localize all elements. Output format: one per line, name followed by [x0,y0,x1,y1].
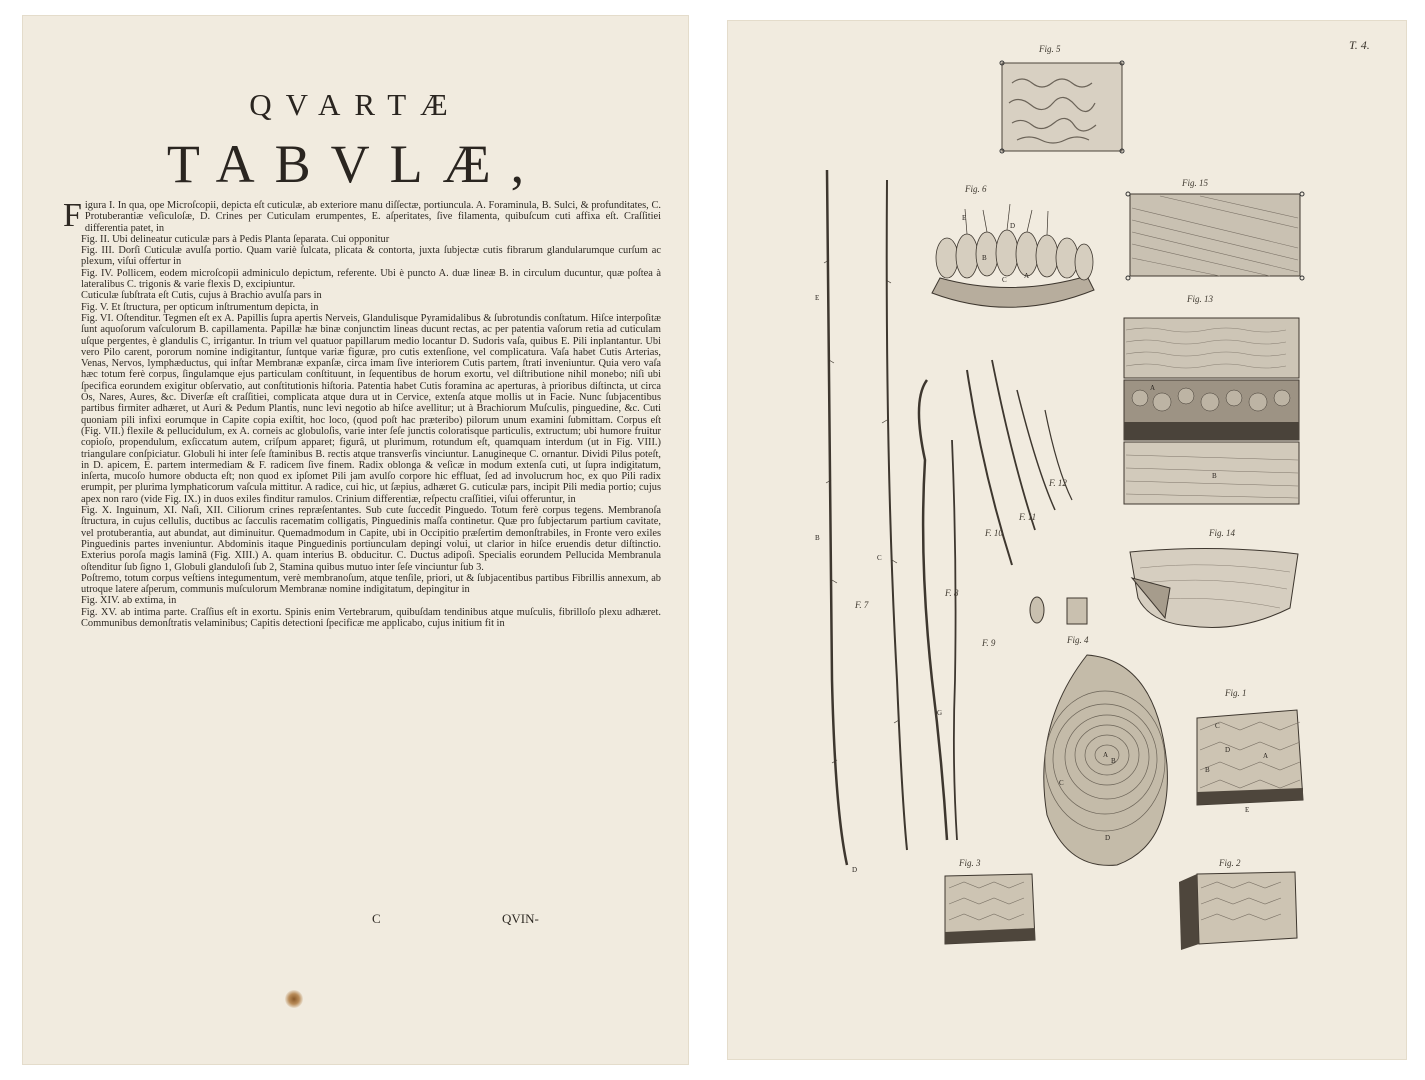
paragraph-fig-5: Fig. V. Et ſtructura, per opticum inſtrumentum depicta, in [81,301,319,313]
fig-1-letter-a: A [1263,752,1269,760]
fig-7-letter-d: D [852,866,858,874]
fig-4-letter-a: A [1103,751,1109,759]
plate-number: T. 4. [1349,38,1370,52]
paragraph-fig-3: Fig. III. Dorſi Cuticulæ avulſa portio. Quam variè ſulcata, plicata & contorta, juxta ſubjectæ cutis fibrarum glandularumque curſum ac plexum, viſui offertur in [81,245,661,268]
fig-1-letter-c: C [1215,722,1220,730]
fig-4-letter-c: C [1059,779,1064,787]
title-line-2: TABVLÆ, [166,134,545,194]
fig-8-letter-c: C [877,554,882,562]
right-plate-page [727,20,1407,1060]
foxing-stain [285,990,303,1008]
signature-mark: C [372,911,381,926]
explanation-body-text [63,197,661,629]
fig-4-label: Fig. 4 [1067,635,1089,645]
fig-13-engraving [1112,310,1312,515]
fig-13-letter-a: A [1150,384,1156,392]
fig-1-letter-d: D [1225,746,1231,754]
short-hairs-engraving [957,350,1107,590]
fig-11-label: F. 11 [1019,512,1037,522]
fig-1-label: Fig. 1 [1225,688,1247,698]
fig-6-letter-a: A [1024,272,1030,280]
fig-13-label: Fig. 13 [1187,294,1213,304]
paragraph-postremo: Poſtremo, totum corpus veſtiens integumentum, verè membranoſum, atque tenſile, priori, ut & ſubjacentibus partibus Fibrillis annexum, ab utroque latere aſperum, communis muſculorum Membranæ nomine indigitatum, depingitur in [81,572,661,596]
fig-14-label: Fig. 14 [1209,528,1235,538]
paragraph-fig-10: Fig. X. Inguinum, XI. Naſi, XII. Ciliorum crines repræſentantes. Sub cute ſuccedit Pinguedo. Totum ferè corpus tegens. Membranoſa ſtructura, in cujus cellulis, ductibus ac ſacculis racematim colligatis, Pinguedinis maſſa continetur. Quæ pro ſubjectarum partium cavitate, vel protuberantia, aut abundat, aut diminuitur. Quemadmodum in Capite, ubi in Occipitio præſertim demonſtrabiles, in Fronte vero exiles Pinguedinis partes inveniuntur. Abdominis itaque Pinguedinis portiunculam depingi volui, ut clarior in hiſce eruendis detur diſtinctio. Exterius poroſa magis laminâ (Fig. XIII.) A. quam interius B. obducitur. C. Ductus adipoſi. Specialis eorundem Pellucida Membranula oſtenditur ſub ſigno 1, Globuli glanduloſi ſub 2, Stamina quibus mutuo inter ſeſe vinciuntur ſub 3. [81,505,661,573]
fig-1-letter-b: B [1205,766,1210,774]
fig-15-label: Fig. 15 [1182,178,1208,188]
paragraph-fig-15: Fig. XV. ab intima parte. Craſſius eſt in exortu. Spinis enim Vertebrarum, quibuſdam tendinibus atque muſculis, fibrilloſo plexu adhæret. Communibus demonſtratis velaminibus; Capitis detectioni ſpecificæ me applicabo, cujus initium fit in [81,606,661,629]
fig-8-label: F. 8 [945,588,959,598]
fig-4-letter-d: D [1105,834,1111,842]
drop-cap: F [63,197,82,234]
fig-2-label: Fig. 2 [1219,858,1241,868]
paragraph-cutis: Cuticulæ ſubſtrata eſt Cutis, cujus à Brachio avulſa pars in [81,290,322,302]
paragraph-fig-2: Fig. II. Ubi delineatur cuticulæ pars à Pedis Planta ſeparata. Cui opponitur [81,233,390,245]
fig-4-letter-b: B [1111,757,1116,765]
fig-13-letter-b: B [1212,472,1217,480]
fig-3-label: Fig. 3 [959,858,981,868]
fig-7-label: F. 7 [855,600,869,610]
paragraph-fig-14: Fig. XIV. ab extima, in [81,595,177,607]
fig-5-engraving [997,58,1129,158]
fig-6-letter-b: B [982,254,987,262]
fig-10-label: F. 10 [985,528,1003,538]
title-line-1: QVARTÆ [249,87,462,122]
fig-12-label: F. 12 [1049,478,1067,488]
fig-4-thumb-engraving [1027,645,1187,875]
fig-1-engraving [1185,700,1315,815]
fig-6-letter-c: C [1002,276,1007,284]
fig-2-engraving [1175,868,1305,958]
paragraph-fig-6: Fig. VI. Oſtenditur. Tegmen eſt ex A. Papillis ſupra apertis Nerveis, Glandulisque Pyramidalibus & ſubrotundis conſtatum. Hiſce interpoſitæ ſunt aquoſorum vaſculorum B. capillamenta. Papillæ hæ binæ conjunctim lineas ducunt rectas, ac per patentia vaſorum retia ad cuticulam uſque pergentes, è glandulis C, irrigantur. In trium vel quatuor papillarum medio locantur D. Sudoris vaſa, quibus E. Pili inplantantur. Ubi vero Pilo carent, pororum nomine indigitantur, ſuntque variæ figuræ, pro cutis extenſione, vel complicatura. Vaſa habet Cutis Arterias, Venas, Nervos, lymphæductus, qui inſtar Membranæ expanſæ, circa imam ſive interiorem Cutis partem, ſtrati inveniuntur. Quia vero vaſa hæc totum ferè corpus, ſingulamque ejus particulam conſtituunt, in ſequentibus de horum exortu, vel diſtributione nihil monebo; niſi ubi ſpecifica eorundem exigitur obſervatio, aut conſtitutionis hiſtoria. Patentia habet Cutis foramina ac aperturas, à prioribus diſtincta, ut circa Os, Nares, Aures, &c. Diverſæ eſt craſſitiei, complicata atque dura ut in Cervice, extenſa atque mollis ut in Facie. Nunc ſubjacentibus partibus firmiter adhæret, ut Auri & Pedum Plantis, nunc levi negotio ab hiſce avellitur; ut à Brachiorum Muſculis, pinguedine, &c. Cuti quoniam pili infixi eorumque in Capite copia exiſtit, hoc loco, (quod poſt hac præteribo) pilorum unum examini ſubmittam. Corpus eſt (Fig. VII.) flexile & pellucidulum, ex A. corneis ac globuloſis, varie inter ſeſe junctis coloratisque particulis, extructum; ubi humore fruitur copioſo, propendulum, exſiccatum autem, criſpum apparet; figurâ, ut plurimum, rotundum eſt, quamquam interdum (ut in Fig. VIII.) triangulare conſpiciatur. Globuli hi inter ſeſe ſtaminibus B. rectis atque transverſis vinciuntur. Lanugineque C. ornantur. Dividi Pilus poteſt, in D. apicem, E. partem intermediam & F. radicem ſive finem. Radix oblonga & veſicæ in modum extenſa cuti, ut ſupra indigitatum, inſerta, mucoſo humore obducta eſt; non quod ex ipſomet Pili jam avulſo corpore hic effluat, ſed ad involucrum hoc, ex quo Pili radix erumpit, per plurima lymphaticorum vaſcula mittitur. A radice, cui hic, ut ſæpius, adhæret G. cuticulæ pars, incipit Pili media portio; cujus apex non raro (vide Fig. IX.) in duos exiles finditur ramulos. Crinium differentiæ, reſpectu craſſitiei, viſui offeruntur, in [81,312,661,505]
fig-15-engraving [1120,188,1310,288]
fig-8-letter-g: G [937,709,943,717]
fig-3-engraving [937,868,1047,958]
fig-5-label: Fig. 5 [1039,44,1061,54]
fig-7-letter-b: B [815,534,820,542]
fig-14-engraving [1120,538,1310,638]
fig-6-letter-e: E [962,214,967,222]
fig-9-label: F. 9 [982,638,996,648]
fig-1-letter-e: E [1245,806,1250,814]
paragraph-fig-4: Fig. IV. Pollicem, eodem microſcopii adminiculo depictum, referente. Ubi è puncto A. duæ lineæ B. in circulum ducuntur, quæ poſtea à lateralibus C. trigonis & varie flexis D, excipiuntur. [81,267,661,291]
fig-6-letter-d: D [1010,222,1016,230]
fig-7-letter-e: E [815,294,820,302]
small-fragments-engraving [1025,590,1105,630]
fig-6-label: Fig. 6 [965,184,987,194]
paragraph-fig-1: igura I. In qua, ope Microſcopii, depicta eſt cuticulæ, ab exteriore manu diſſectæ, portiuncula. A. Foraminula, B. Sulci, & profunditates, C. Protuberantiæ veſiculoſæ, D. Crines per Cuticulam erumpentes, E. aſperitates, ſive filamenta, quibuſcum cuti affixa eſt. Craſſitiei differentia patet, in [84,200,661,234]
catchword: QVIN- [502,911,539,926]
left-text-page [22,15,689,1065]
